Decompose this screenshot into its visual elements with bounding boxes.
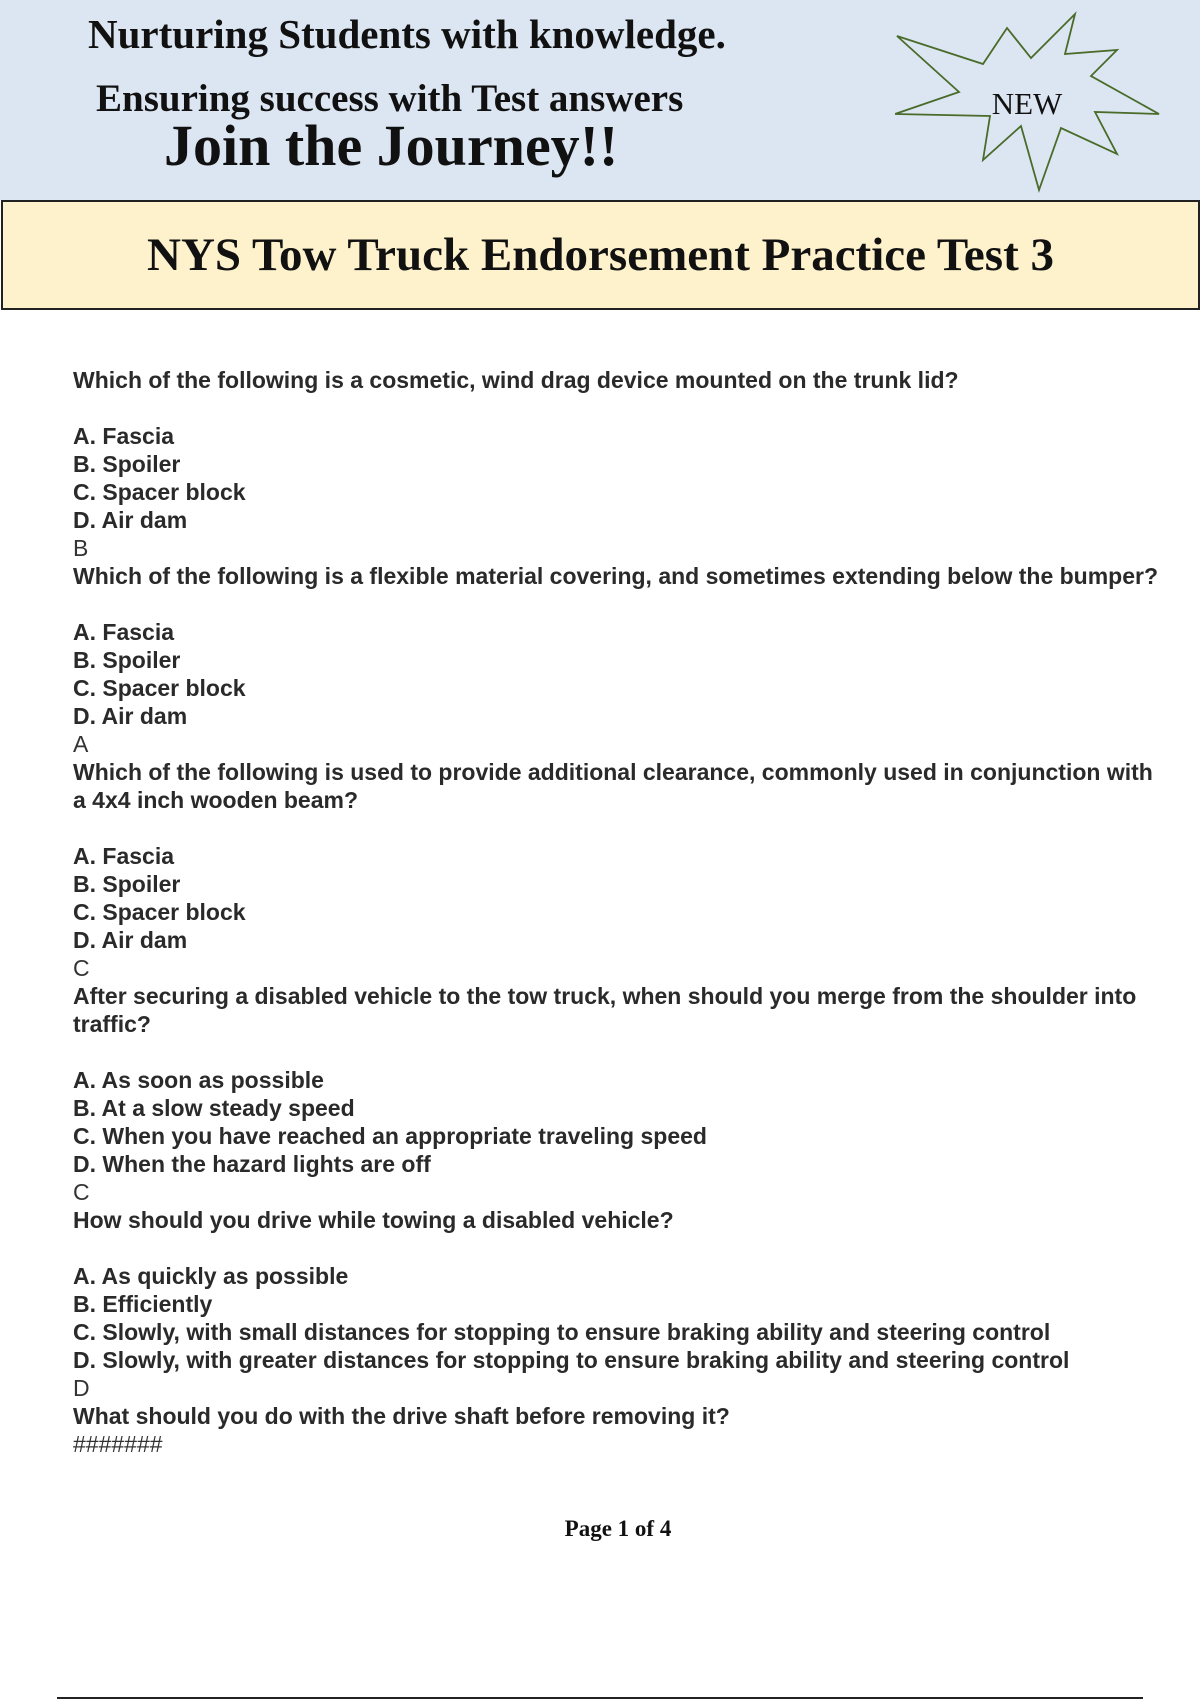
- correct-answer: A: [73, 731, 89, 757]
- question-text: How should you drive while towing a disabled vehicle?: [73, 1207, 674, 1233]
- answer-option: B. Spoiler: [73, 871, 181, 897]
- question-text: Which of the following is a cosmetic, wind drag device mounted on the trunk lid?: [73, 367, 959, 393]
- new-starburst-badge: [895, 10, 1165, 196]
- question-list: [73, 366, 1163, 1458]
- correct-answer: D: [73, 1375, 90, 1401]
- answer-option: D. When the hazard lights are off: [73, 1151, 431, 1177]
- question-text: After securing a disabled vehicle to the tow truck, when should you merge from the shoulder into traffic?: [73, 983, 1137, 1037]
- answer-option: A. Fascia: [73, 619, 174, 645]
- answer-options: [73, 842, 1163, 954]
- answer-option: A. As quickly as possible: [73, 1263, 349, 1289]
- footer-divider: [57, 1697, 1143, 1699]
- answer-option: D. Air dam: [73, 703, 188, 729]
- answer-option: C. Spacer block: [73, 899, 246, 925]
- answer-options: [73, 422, 1163, 534]
- answer-option: B. Spoiler: [73, 451, 181, 477]
- answer-option: C. Spacer block: [73, 479, 246, 505]
- question-block: [73, 1206, 1163, 1402]
- question-block: [73, 562, 1163, 758]
- answer-option: A. Fascia: [73, 843, 174, 869]
- new-badge-label: NEW: [991, 86, 1063, 121]
- tagline-line-3: Join the Journey!!: [164, 113, 619, 178]
- answer-option: A. Fascia: [73, 423, 174, 449]
- question-block: [73, 982, 1163, 1206]
- page-title: NYS Tow Truck Endorsement Practice Test 3: [147, 229, 1054, 281]
- answer-option: B. Efficiently: [73, 1291, 213, 1317]
- question-text: Which of the following is used to provide additional clearance, commonly used in conjunction with a 4x4 inch wooden beam?: [73, 759, 1153, 813]
- answer-options: [73, 1262, 1163, 1374]
- question-block: [73, 1402, 1163, 1458]
- page-number: Page 1 of 4: [564, 1516, 672, 1541]
- tagline-line-1: Nurturing Students with knowledge.: [88, 11, 726, 57]
- answer-option: C. Spacer block: [73, 675, 246, 701]
- question-block: [73, 366, 1163, 562]
- correct-answer: C: [73, 955, 90, 981]
- correct-answer: B: [73, 535, 89, 561]
- answer-option: A. As soon as possible: [73, 1067, 324, 1093]
- answer-option: C. When you have reached an appropriate traveling speed: [73, 1123, 707, 1149]
- answer-option: B. Spoiler: [73, 647, 181, 673]
- answer-option: B. At a slow steady speed: [73, 1095, 355, 1121]
- answer-option: C. Slowly, with small distances for stopping to ensure braking ability and steering control: [73, 1319, 1051, 1345]
- answer-option: D. Air dam: [73, 507, 188, 533]
- tagline-line-2: Ensuring success with Test answers: [96, 77, 684, 120]
- answer-option: D. Slowly, with greater distances for stopping to ensure braking ability and steering control: [73, 1347, 1070, 1373]
- answer-options: [73, 618, 1163, 730]
- test-title-box: [1, 200, 1200, 310]
- correct-answer: C: [73, 1179, 90, 1205]
- answer-option: D. Air dam: [73, 927, 188, 953]
- answer-options: [73, 1066, 1163, 1178]
- question-text: What should you do with the drive shaft before removing it?: [73, 1403, 730, 1429]
- correct-answer: #######: [73, 1431, 163, 1457]
- header-banner: [0, 0, 1200, 200]
- question-block: [73, 758, 1163, 982]
- question-text: Which of the following is a flexible material covering, and sometimes extending below the bumper?: [73, 563, 1159, 589]
